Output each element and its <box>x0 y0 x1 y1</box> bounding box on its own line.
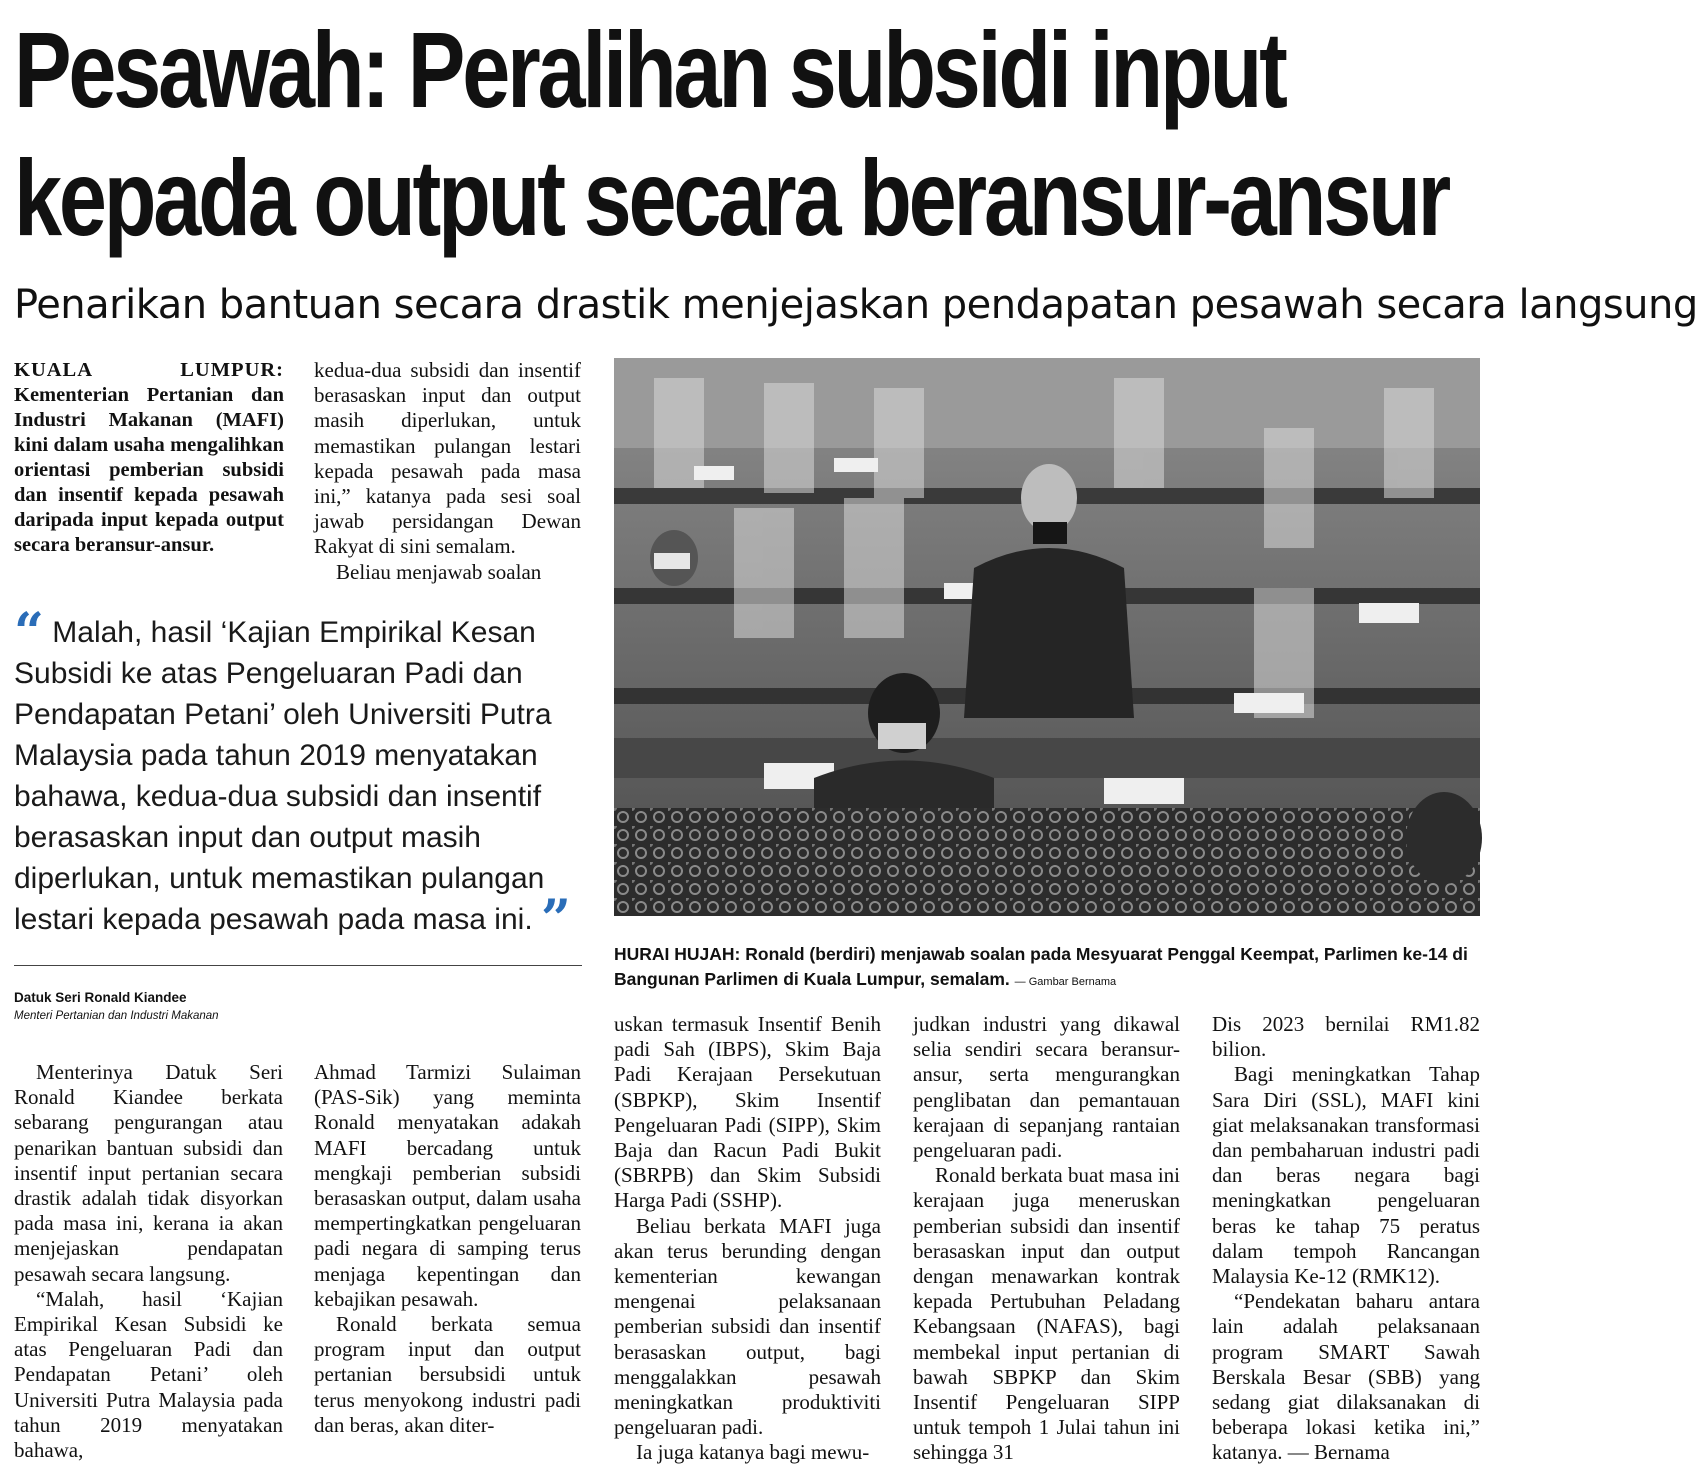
quote-speaker-name: Datuk Seri Ronald Kiandee <box>14 990 187 1005</box>
body-column-1 <box>14 1060 283 1463</box>
body-col1-paragraph-2: “Malah, hasil ‘Kajian Empirikal Kesan Subsidi ke atas Pengeluaran Padi dan Pendapatan Petani’ oleh Universiti Putra Malaysia pada tahun 2019 menyatakan bahawa, <box>14 1286 283 1463</box>
body-col5-paragraph-2: Bagi meningkatkan Tahap Sara Diri (SSL), MAFI kini giat melaksanakan transformasi dan pembaharuan industri padi dan beras negara bagi meningkatkan pengeluaran beras ke tahap 75 peratus dalam tempoh Rancangan Malaysia Ke-12 (RMK12). <box>1212 1062 1480 1289</box>
body-col2-paragraph-2: Ronald berkata semua program input dan output pertanian bersubsidi untuk terus menyokong industri padi dan beras, akan diter- <box>314 1312 581 1437</box>
caption-label: HURAI HUJAH: <box>614 944 741 964</box>
pull-quote-text: Malah, hasil ‘Kajian Empirikal Kesan Subsidi ke atas Pengeluaran Padi dan Pendapatan Petani’ oleh Universiti Putra Malaysia pada tahun 2019 menyatakan bahawa, kedua-dua subsidi dan insentif berasaskan input dan output masih diperlukan, untuk memastikan pulangan lestari kepada pesawah pada masa ini. <box>14 616 552 936</box>
col2-top-paragraph-1: kedua-dua subsidi dan insentif berasaskan input dan output masih diperlukan, untuk memastikan pulangan lestari kepada pesawah pada masa ini,” katanya pada sesi soal jawab persidangan Dewan Rakyat di sini semalam. <box>314 358 581 559</box>
body-col3-paragraph-3: Ia juga katanya bagi mewu- <box>636 1440 870 1465</box>
headline-line-2: kepada output secara beransur-ansur <box>14 137 1449 258</box>
headline <box>14 6 1449 262</box>
body-col5-paragraph-1: Dis 2023 bernilai RM1.82 bilion. <box>1212 1012 1480 1062</box>
photo-credit: — Gambar Bernama <box>1014 976 1117 988</box>
quote-speaker-title: Menteri Pertanian dan Industri Makanan <box>14 1010 219 1022</box>
lede-text: Kementerian Pertanian dan Industri Makanan (MAFI) kini dalam usaha mengalihkan orientasi pemberian subsidi dan insentif kepada pesawah daripada input kepada output secara beransur-ansur. <box>14 384 284 556</box>
body-col4-paragraph-1: judkan industri yang dikawal selia sendiri secara beransur-ansur, serta mengurangkan penglibatan dan pemantauan kerajaan di sepanjang rantaian pengeluaran padi. <box>913 1012 1180 1163</box>
body-col4-paragraph-2: Ronald berkata buat masa ini kerajaan juga meneruskan pemberian subsidi dan insentif berasaskan input dan output dengan menawarkan kontrak kepada Pertubuhan Peladang Kebangsaan (NAFAS), bagi membekal input pertanian di bawah SBPKP dan Skim Insentif Pengeluaran SIPP untuk tempoh 1 Julai tahun ini sehingga 31 <box>913 1163 1180 1465</box>
body-column-2 <box>314 1060 581 1438</box>
body-col3-paragraph-1: uskan termasuk Insentif Benih padi Sah (IBPS), Skim Baja Padi Kerajaan Persekutuan (SBPKP), Skim Insentif Pengeluaran Padi (SIPP), Skim Baja dan Racun Padi Bukit (SBRPB) dan Skim Subsidi Harga Padi (SSHP). <box>614 1012 881 1213</box>
body-col5-paragraph-3: “Pendekatan baharu antara lain adalah pelaksanaan program SMART Sawah Berskala Besar (SBB) yang sedang giat dilaksanakan di beberapa lokasi ketika ini,” katanya. — Bernama <box>1212 1289 1480 1465</box>
body-col2-paragraph-1: Ahmad Tarmizi Sulaiman (PAS-Sik) yang meminta Ronald menyatakan adakah MAFI bercadang untuk mengkaji pemberian subsidi berasaskan output, dalam usaha mempertingkatkan pengeluaran padi negara di samping terus menjaga kepentingan dan kebajikan pesawah. <box>314 1060 581 1311</box>
headline-line-1: Pesawah: Peralihan subsidi input <box>14 9 1285 130</box>
body-col1-paragraph-1: Menterinya Datuk Seri Ronald Kiandee berkata sebarang pengurangan atau penarikan bantuan subsidi dan insentif input pertanian secara drastik adalah tidak disyorkan pada masa ini, kerana ia akan menjejaskan pendapatan pesawah secara langsung. <box>14 1060 283 1286</box>
lede-paragraph <box>14 358 284 558</box>
subheadline: Penarikan bantuan secara drastik menjejaskan pendapatan pesawah secara langsung <box>14 282 1698 328</box>
body-col3-paragraph-2: Beliau berkata MAFI juga akan terus berunding dengan kementerian kewangan mengenai pelaksanaan pemberian subsidi dan insentif berasaskan output, bagi menggalakkan pesawah meningkatkan produktiviti pengeluaran padi. <box>614 1213 881 1440</box>
parliament-photo-illustration <box>614 358 1480 916</box>
top-column-2 <box>314 358 581 585</box>
body-column-3 <box>614 1012 881 1466</box>
open-quote-icon: “ <box>14 602 44 663</box>
body-column-4 <box>913 1012 1180 1466</box>
news-photo <box>614 358 1480 916</box>
body-column-5 <box>1212 1012 1480 1466</box>
pull-quote <box>14 602 584 950</box>
photo-caption <box>614 942 1484 995</box>
pull-quote-divider <box>14 965 582 966</box>
dateline: KUALA LUMPUR: <box>14 359 284 381</box>
caption-text: Ronald (berdiri) menjawab soalan pada Mesyuarat Penggal Keempat, Parlimen ke-14 di Bangunan Parlimen di Kuala Lumpur, semalam. <box>614 944 1468 989</box>
col2-top-paragraph-2: Beliau menjawab soalan <box>336 559 542 584</box>
close-quote-icon: ” <box>541 889 571 950</box>
